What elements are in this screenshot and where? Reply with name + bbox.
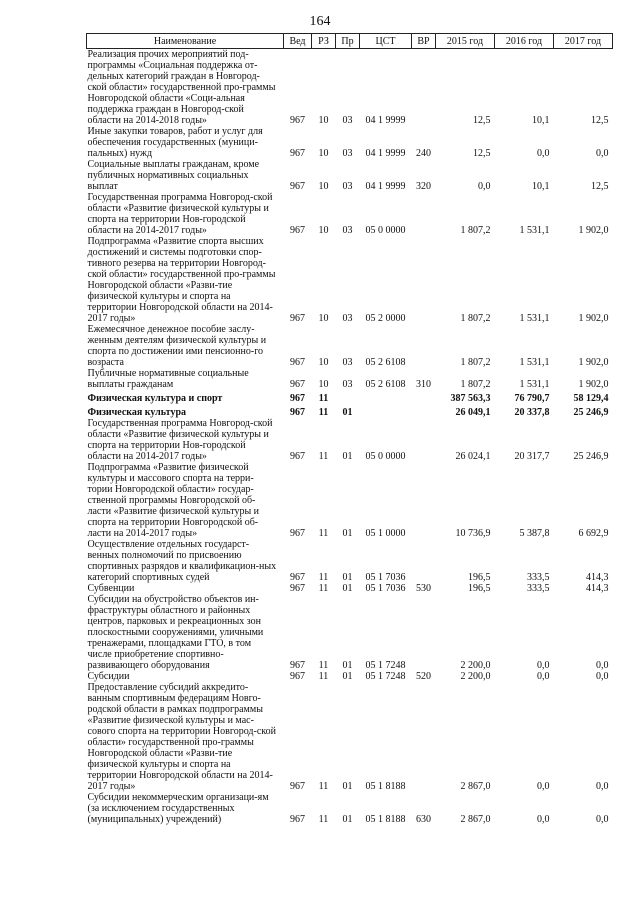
cell-cst: 05 1 7036 xyxy=(365,583,406,594)
cell-2015: 0,0 xyxy=(478,181,491,192)
cell-pr: 03 xyxy=(342,148,353,159)
cell-name: Публичные нормативные социальные выплаты гражданам xyxy=(87,368,249,390)
cell-cst: 05 2 6108 xyxy=(365,379,406,390)
cell-name: Субвенции xyxy=(87,583,135,594)
cell-rz: 10 xyxy=(318,225,329,236)
cell-pr: 01 xyxy=(342,671,353,682)
cell-ved: 967 xyxy=(290,225,305,236)
cell-ved: 967 xyxy=(290,671,305,682)
cell-2017: 25 246,9 xyxy=(573,451,609,462)
cell-cst: 05 0 0000 xyxy=(365,225,406,236)
table-row xyxy=(87,368,613,390)
cell-vr xyxy=(412,390,436,404)
cell-vr xyxy=(412,462,436,539)
header-name: Наименование xyxy=(87,34,284,49)
cell-2015: 26 049,1 xyxy=(455,407,491,418)
table-row xyxy=(87,236,613,324)
cell-pr: 01 xyxy=(342,660,353,671)
cell-name: Физическая культура xyxy=(87,407,187,418)
cell-ved: 967 xyxy=(290,451,305,462)
cell-2017: 6 692,9 xyxy=(578,528,609,539)
table-row xyxy=(87,539,613,583)
cell-2017: 0,0 xyxy=(596,814,609,825)
cell-ved: 967 xyxy=(290,814,305,825)
cell-2017: 1 902,0 xyxy=(578,225,609,236)
cell-cst: 04 1 9999 xyxy=(365,148,406,159)
cell-vr xyxy=(412,682,436,792)
cell-name: Подпрограмма «Развитие спорта высших достижений и системы подготовки спор-тивного резерва на территории Новгород-ской области» государственной про-граммы Новгородской области «Разви-тие физической культуры и спорта на территории Новгородской области на 2014-2017 годы» xyxy=(87,236,276,324)
cell-2015: 12,5 xyxy=(473,148,491,159)
cell-pr: 01 xyxy=(342,451,353,462)
cell-2017: 12,5 xyxy=(591,181,609,192)
cell-2016: 0,0 xyxy=(537,148,550,159)
header-vr: ВР xyxy=(412,34,436,49)
cell-vr: 320 xyxy=(416,181,431,192)
cell-ved: 967 xyxy=(290,379,305,390)
cell-rz: 11 xyxy=(318,660,329,671)
cell-ved: 967 xyxy=(290,781,305,792)
table-row xyxy=(87,49,613,127)
cell-cst xyxy=(360,390,412,404)
cell-pr: 03 xyxy=(342,181,353,192)
cell-vr: 240 xyxy=(416,148,431,159)
cell-pr xyxy=(336,390,360,404)
cell-cst: 05 2 0000 xyxy=(365,313,406,324)
cell-2015: 2 867,0 xyxy=(460,781,491,792)
table-header-row xyxy=(87,34,613,49)
cell-2015: 196,5 xyxy=(468,572,491,583)
cell-2016: 20 317,7 xyxy=(514,451,550,462)
cell-pr: 01 xyxy=(342,781,353,792)
cell-vr xyxy=(412,404,436,418)
cell-2016: 20 337,8 xyxy=(514,407,550,418)
cell-pr: 03 xyxy=(342,313,353,324)
header-2017: 2017 год xyxy=(554,34,613,49)
table-row xyxy=(87,390,613,404)
cell-pr: 03 xyxy=(342,115,353,126)
header-ved: Вед xyxy=(284,34,312,49)
cell-rz: 10 xyxy=(318,148,329,159)
cell-name: Субсидии некоммерческим организаци-ям (за исключением государственных (муниципальных) учреждений) xyxy=(87,792,269,825)
cell-name: Реализация прочих мероприятий под-программы «Социальная поддержка от-дельных категорий граждан в Новгород-ской области» государственной про-граммы Новгородской области «Соци-альная поддержка граждан в Новгород-ской области на 2014-2018 годы» xyxy=(87,49,276,126)
cell-2015: 2 200,0 xyxy=(460,660,491,671)
cell-pr: 01 xyxy=(342,583,353,594)
header-rz: РЗ xyxy=(312,34,336,49)
table-body xyxy=(87,49,613,826)
cell-ved: 967 xyxy=(290,181,305,192)
cell-pr: 01 xyxy=(342,407,353,418)
cell-rz: 11 xyxy=(318,781,329,792)
table-row xyxy=(87,324,613,368)
cell-2016: 76 790,7 xyxy=(514,393,550,404)
cell-rz: 11 xyxy=(318,407,329,418)
cell-2016: 0,0 xyxy=(537,781,550,792)
cell-rz: 11 xyxy=(318,583,329,594)
table-row xyxy=(87,159,613,192)
cell-2015: 1 807,2 xyxy=(460,379,491,390)
cell-rz: 11 xyxy=(318,528,329,539)
header-pr: Пр xyxy=(336,34,360,49)
cell-2016: 0,0 xyxy=(537,814,550,825)
cell-name: Ежемесячное денежное пособие заслу-женным деятелям физической культуры и спорта по достижении ими пенсионно-го возраста xyxy=(87,324,267,368)
table-row xyxy=(87,126,613,159)
cell-2016: 1 531,1 xyxy=(519,225,550,236)
cell-vr xyxy=(412,418,436,462)
cell-ved: 967 xyxy=(290,528,305,539)
cell-pr: 03 xyxy=(342,357,353,368)
cell-rz: 11 xyxy=(318,393,329,404)
cell-2015: 10 736,9 xyxy=(455,528,491,539)
cell-pr: 01 xyxy=(342,572,353,583)
table-row xyxy=(87,404,613,418)
table-row xyxy=(87,594,613,671)
cell-2015: 2 200,0 xyxy=(460,671,491,682)
table-row xyxy=(87,682,613,792)
cell-2017: 0,0 xyxy=(596,671,609,682)
cell-ved: 967 xyxy=(290,572,305,583)
cell-cst: 05 1 7248 xyxy=(365,660,406,671)
cell-cst: 05 0 0000 xyxy=(365,451,406,462)
cell-2016: 10,1 xyxy=(532,181,550,192)
cell-name: Государственная программа Новгород-ской области «Развитие физической культуры и спорта на территории Нов-городской области на 2014-2017 годы» xyxy=(87,418,273,462)
cell-rz: 11 xyxy=(318,572,329,583)
table-row xyxy=(87,792,613,825)
budget-table xyxy=(86,33,613,825)
cell-cst: 05 1 7036 xyxy=(365,572,406,583)
cell-2016: 1 531,1 xyxy=(519,379,550,390)
cell-cst xyxy=(360,404,412,418)
cell-pr: 03 xyxy=(342,225,353,236)
cell-2015: 196,5 xyxy=(468,583,491,594)
cell-rz: 10 xyxy=(318,181,329,192)
cell-name: Подпрограмма «Развитие физической культуры и массового спорта на терри-тории Новгородской области» государ-ственной программы Новгородской об-ласти «Развитие физической культуры и спорта на территории Новгородской об-ласти на 2014-2017 годы» xyxy=(87,462,260,539)
cell-name: Субсидии xyxy=(87,671,130,682)
cell-name: Государственная программа Новгород-ской области «Развитие физической культуры и спорта на территории Нов-городской области на 2014-2017 годы» xyxy=(87,192,273,236)
cell-name: Социальные выплаты гражданам, кроме публичных нормативных социальных выплат xyxy=(87,159,260,192)
cell-vr xyxy=(412,594,436,671)
cell-vr xyxy=(412,236,436,324)
cell-2015: 12,5 xyxy=(473,115,491,126)
cell-cst: 05 1 8188 xyxy=(365,781,406,792)
cell-2016: 5 387,8 xyxy=(519,528,550,539)
cell-vr: 520 xyxy=(416,671,431,682)
cell-ved: 967 xyxy=(290,148,305,159)
cell-2017: 1 902,0 xyxy=(578,379,609,390)
cell-pr: 01 xyxy=(342,814,353,825)
cell-2017: 1 902,0 xyxy=(578,357,609,368)
cell-rz: 10 xyxy=(318,115,329,126)
cell-cst: 04 1 9999 xyxy=(365,115,406,126)
cell-vr: 630 xyxy=(416,814,431,825)
cell-2017: 1 902,0 xyxy=(578,313,609,324)
cell-vr: 530 xyxy=(416,583,431,594)
cell-2016: 0,0 xyxy=(537,660,550,671)
cell-2015: 1 807,2 xyxy=(460,313,491,324)
cell-rz: 10 xyxy=(318,357,329,368)
table-row xyxy=(87,583,613,594)
cell-rz: 10 xyxy=(318,313,329,324)
cell-cst: 05 1 7248 xyxy=(365,671,406,682)
table-row xyxy=(87,462,613,539)
header-cst: ЦСТ xyxy=(360,34,412,49)
cell-2015: 1 807,2 xyxy=(460,225,491,236)
cell-vr xyxy=(412,49,436,127)
cell-rz: 11 xyxy=(318,671,329,682)
cell-name: Субсидии на обустройство объектов ин-фраструктуры областного и районных центров, парковых и рекреационных зон плоскостными сооружениями, уличными тренажерами, площадками ГТО, в том числе приобретение спортивно-развивающего оборудования xyxy=(87,594,264,671)
header-2016: 2016 год xyxy=(495,34,554,49)
cell-2016: 1 531,1 xyxy=(519,313,550,324)
cell-name: Иные закупки товаров, работ и услуг для обеспечения государственных (муници-пальных) нужд xyxy=(87,126,263,159)
header-2015: 2015 год xyxy=(436,34,495,49)
cell-2015: 387 563,3 xyxy=(450,393,491,404)
cell-2015: 26 024,1 xyxy=(455,451,491,462)
cell-ved: 967 xyxy=(290,660,305,671)
cell-cst: 05 2 6108 xyxy=(365,357,406,368)
cell-2017: 25 246,9 xyxy=(573,407,609,418)
cell-name: Предоставление субсидий аккредито-ванным спортивным федерациям Новго-родской области в рамках подпрограммы «Развитие физической культуры и мас-сового спорта на территории Новгород-ской области» государственной про-граммы Новгородской области «Разви-тие физической культуры и спорта на территории Новгородской области на 2014-2017 годы» xyxy=(87,682,276,792)
table-row xyxy=(87,192,613,236)
cell-2015: 2 867,0 xyxy=(460,814,491,825)
cell-vr xyxy=(412,192,436,236)
cell-name: Осуществление отдельных государст-венных полномочий по присвоению спортивных разрядов и квалификацион-ных категорий спортивных судей xyxy=(87,539,277,583)
cell-pr: 01 xyxy=(342,528,353,539)
cell-2016: 0,0 xyxy=(537,671,550,682)
cell-ved: 967 xyxy=(290,407,305,418)
cell-vr: 310 xyxy=(416,379,431,390)
cell-2016: 333,5 xyxy=(527,572,550,583)
cell-2017: 414,3 xyxy=(586,572,609,583)
table-row xyxy=(87,418,613,462)
cell-ved: 967 xyxy=(290,357,305,368)
cell-vr xyxy=(412,324,436,368)
cell-ved: 967 xyxy=(290,313,305,324)
cell-cst: 05 1 8188 xyxy=(365,814,406,825)
cell-rz: 11 xyxy=(318,814,329,825)
cell-2017: 0,0 xyxy=(596,660,609,671)
cell-pr: 03 xyxy=(342,379,353,390)
cell-name: Физическая культура и спорт xyxy=(87,393,223,404)
table-row xyxy=(87,671,613,682)
cell-2016: 10,1 xyxy=(532,115,550,126)
cell-ved: 967 xyxy=(290,583,305,594)
cell-2017: 0,0 xyxy=(596,781,609,792)
page-number: 164 xyxy=(309,14,331,29)
cell-cst: 04 1 9999 xyxy=(365,181,406,192)
cell-ved: 967 xyxy=(290,393,305,404)
cell-vr xyxy=(412,539,436,583)
cell-rz: 11 xyxy=(318,451,329,462)
cell-2017: 414,3 xyxy=(586,583,609,594)
cell-2015: 1 807,2 xyxy=(460,357,491,368)
cell-rz: 10 xyxy=(318,379,329,390)
cell-2017: 58 129,4 xyxy=(573,393,609,404)
cell-2016: 1 531,1 xyxy=(519,357,550,368)
cell-cst: 05 1 0000 xyxy=(365,528,406,539)
cell-ved: 967 xyxy=(290,115,305,126)
cell-2016: 333,5 xyxy=(527,583,550,594)
cell-2017: 12,5 xyxy=(591,115,609,126)
cell-2017: 0,0 xyxy=(596,148,609,159)
